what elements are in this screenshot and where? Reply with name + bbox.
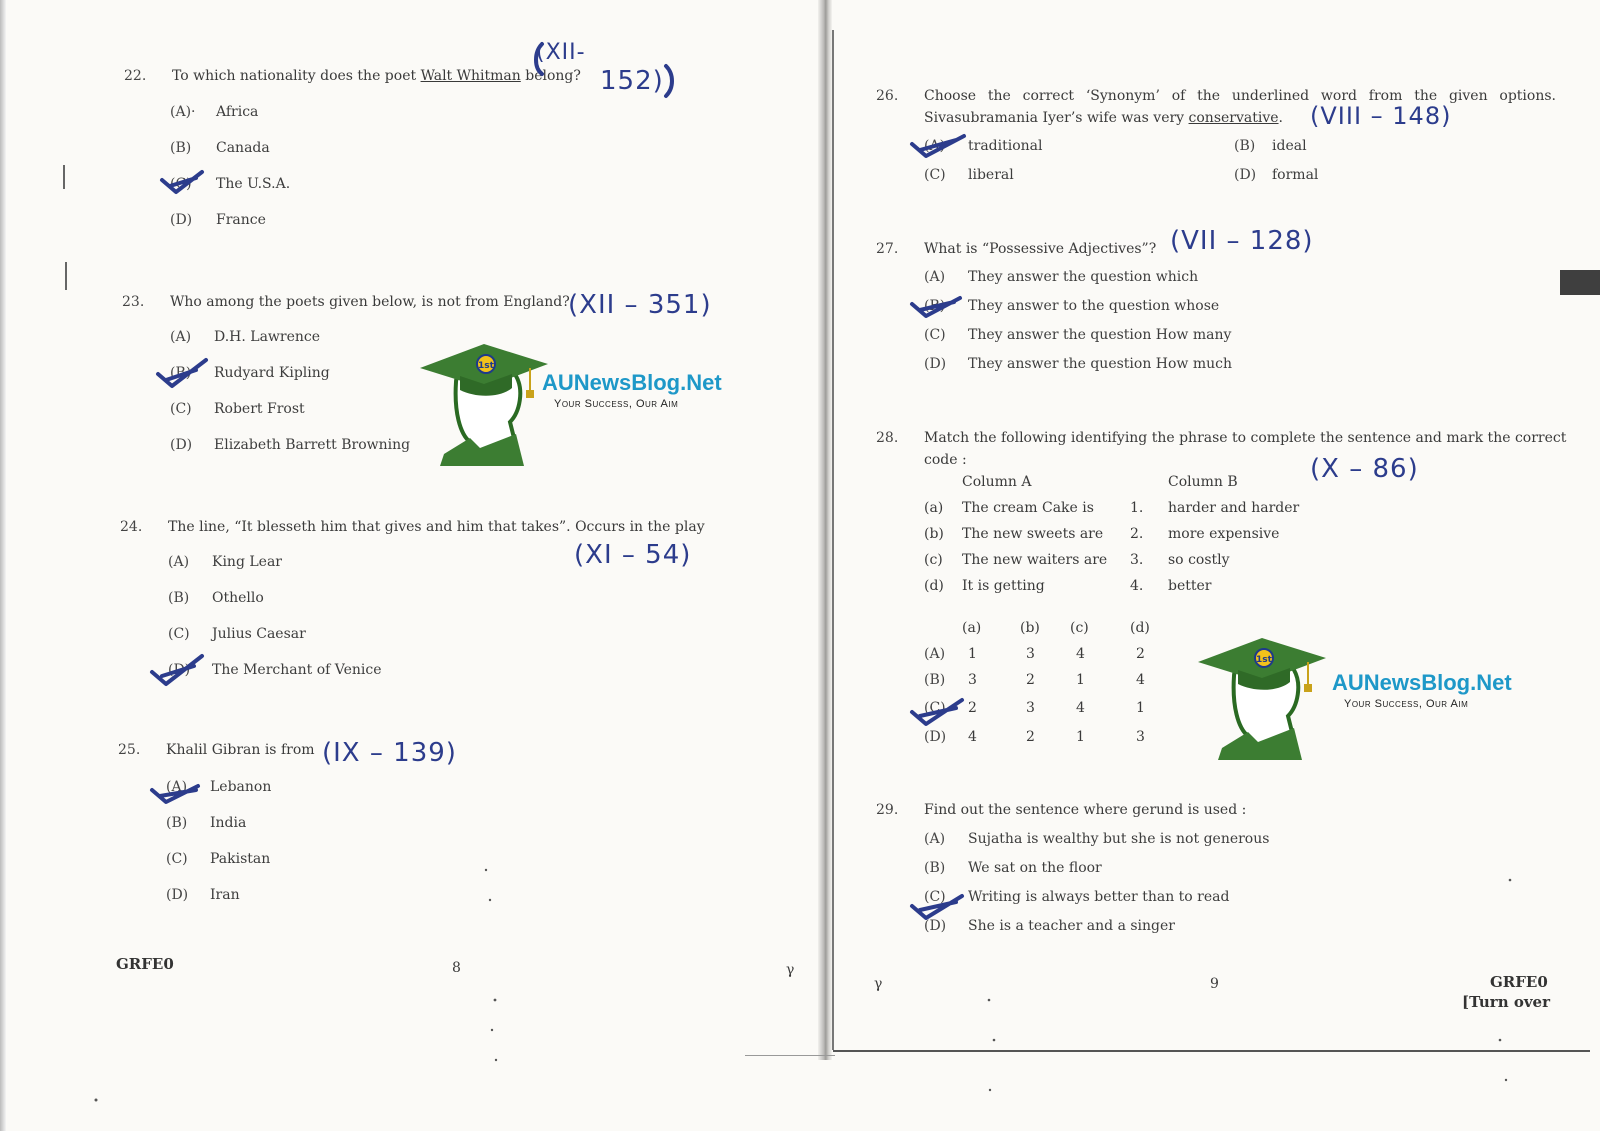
option-letter: (A) [924, 138, 946, 154]
question-text-line2: code : [924, 452, 967, 468]
question-text: Match the following identifying the phrase to complete the sentence and mark the correct [924, 430, 1567, 446]
question-number: 23. [122, 294, 145, 310]
question-number: 29. [876, 802, 899, 818]
match-phrase: harder and harder [1168, 500, 1300, 516]
question-number: 27. [876, 241, 899, 257]
option-letter: (C) [924, 889, 946, 905]
question-text: What is “Possessive Adjectives”? [924, 241, 1157, 257]
watermark-title: AUNewsBlog.Net [1332, 670, 1512, 695]
option-letter: (D) [168, 662, 191, 678]
match-phrase: The new waiters are [962, 552, 1108, 568]
option-text: Writing is always better than to read [968, 889, 1230, 905]
question-text: Khalil Gibran is from [166, 742, 315, 758]
option-text: Julius Caesar [212, 626, 306, 642]
code-value: 1 [1136, 700, 1145, 716]
scan-mark [65, 262, 67, 290]
question-number: 25. [118, 742, 141, 758]
watermark-logo [420, 342, 760, 470]
page-bottom-edge-left [745, 1055, 835, 1056]
option-letter: (C) [170, 176, 192, 192]
option-letter: (B) [168, 590, 190, 606]
option-letter: (C) [168, 626, 190, 642]
option-text: France [216, 212, 266, 228]
scan-mark [63, 165, 65, 189]
handwritten-reference: (VIII – 148) [1310, 102, 1452, 130]
question-number: 28. [876, 430, 899, 446]
option-letter: (B) [170, 140, 192, 156]
handwritten-reference: (VII – 128) [1170, 226, 1314, 256]
watermark-tagline: Your Success, Our Aim [554, 398, 679, 410]
option-letter: (C) [924, 327, 946, 343]
option-letter: (A) [924, 646, 946, 662]
code-value: 3 [1026, 646, 1035, 662]
code-value: 1 [1076, 672, 1085, 688]
page-bottom-edge [833, 1050, 1590, 1052]
question-number: 24. [120, 519, 143, 535]
handwritten-reference: (XI – 54) [574, 540, 692, 570]
gutter-mark: γ [786, 962, 795, 978]
graduate-cap-logo-icon [420, 342, 555, 470]
question-number: 26. [876, 88, 899, 104]
turn-over-label: [Turn over [1462, 993, 1550, 1011]
code-value: 4 [1076, 700, 1085, 716]
question-number: 22. [124, 68, 147, 84]
option-letter: (C) [924, 700, 946, 716]
option-text: Sujatha is wealthy but she is not generous [968, 831, 1270, 847]
option-letter: (C) [924, 167, 946, 183]
option-letter: (B) [1234, 138, 1256, 154]
code-header: (b) [1020, 620, 1040, 636]
option-letter: (D) [166, 887, 189, 903]
option-letter: (D) [924, 918, 947, 934]
column-a-header: Column A [962, 474, 1032, 490]
option-text: D.H. Lawrence [214, 329, 321, 345]
match-key: 3. [1130, 552, 1144, 568]
paper-code: GRFE0 [1490, 973, 1548, 991]
option-letter: (A) [168, 554, 190, 570]
question-text: Choose the correct ‘Synonym’ of the underlined word from the given options. [924, 88, 1556, 104]
scan-mark-text: γ [874, 976, 883, 992]
option-text: Elizabeth Barrett Browning [214, 437, 411, 453]
option-letter: (B) [924, 860, 946, 876]
code-header: (a) [962, 620, 982, 636]
question-text: The line, “It blesseth him that gives and him that takes”. Occurs in the play [168, 519, 705, 535]
option-text: Rudyard Kipling [214, 365, 330, 381]
page-left-edge-shadow [0, 0, 6, 1131]
book-gutter [818, 0, 832, 1060]
option-letter: (D) [924, 356, 947, 372]
column-b-header: Column B [1168, 474, 1238, 490]
code-value: 4 [1136, 672, 1145, 688]
option-letter: (C) [166, 851, 188, 867]
code-header: (d) [1130, 620, 1150, 636]
option-text: She is a teacher and a singer [968, 918, 1175, 934]
match-key: (b) [924, 526, 944, 542]
match-key: (c) [924, 552, 943, 568]
badge-text: 1st [1256, 655, 1272, 665]
paper-code: GRFE0 [116, 955, 174, 973]
handwritten-reference: (X – 86) [1310, 454, 1419, 484]
option-text: The U.S.A. [216, 176, 291, 192]
code-value: 4 [968, 729, 977, 745]
option-letter: (D) [1234, 167, 1257, 183]
option-letter: (B) [924, 672, 946, 688]
option-text: King Lear [212, 554, 282, 570]
graduate-cap-logo-icon [1198, 636, 1333, 764]
option-letter: (D) [924, 729, 947, 745]
page-edge-tab [1560, 270, 1600, 295]
watermark-title: AUNewsBlog.Net [542, 370, 722, 395]
badge-text: 1st [478, 361, 494, 371]
match-phrase: The cream Cake is [962, 500, 1094, 516]
code-value: 3 [1136, 729, 1145, 745]
handwritten-reference: (XII- [536, 40, 586, 65]
option-text: They answer the question How much [968, 356, 1233, 372]
code-value: 1 [968, 646, 977, 662]
handwritten-reference: 152) [600, 66, 664, 96]
option-text: Robert Frost [214, 401, 305, 417]
match-phrase: more expensive [1168, 526, 1280, 542]
option-letter: (A)· [170, 104, 196, 120]
question-text: Find out the sentence where gerund is used : [924, 802, 1247, 818]
option-text: Africa [216, 104, 259, 120]
option-letter: (A) [170, 329, 192, 345]
option-letter: (A) [924, 269, 946, 285]
watermark-logo [1198, 636, 1538, 764]
match-key: (a) [924, 500, 944, 516]
page-number: 8 [452, 960, 461, 976]
option-letter: (D) [170, 212, 193, 228]
option-text: We sat on the floor [968, 860, 1102, 876]
match-phrase: so costly [1168, 552, 1230, 568]
question-text-line2: Sivasubramania Iyer’s wife was very conservative. [924, 110, 1283, 126]
question-text: Who among the poets given below, is not from England? [170, 294, 570, 310]
option-text: Othello [212, 590, 264, 606]
option-letter: (A) [166, 779, 188, 795]
option-text: traditional [968, 138, 1043, 154]
page-number: 9 [1210, 976, 1219, 992]
code-value: 2 [1136, 646, 1145, 662]
option-text: Pakistan [210, 851, 271, 867]
question-text: To which nationality does the poet Walt Whitman belong? [172, 68, 581, 84]
match-key: 1. [1130, 500, 1144, 516]
code-value: 1 [1076, 729, 1085, 745]
match-key: 4. [1130, 578, 1144, 594]
watermark-tagline: Your Success, Our Aim [1344, 698, 1469, 710]
match-phrase: better [1168, 578, 1212, 594]
code-value: 2 [1026, 729, 1035, 745]
option-letter: (C) [170, 401, 192, 417]
code-header: (c) [1070, 620, 1089, 636]
match-phrase: The new sweets are [962, 526, 1104, 542]
option-text: Canada [216, 140, 270, 156]
option-text: formal [1272, 167, 1319, 183]
option-text: Lebanon [210, 779, 272, 795]
option-text: They answer to the question whose [968, 298, 1220, 314]
option-text: They answer the question How many [968, 327, 1232, 343]
option-letter: (B) [170, 365, 192, 381]
option-text: They answer the question which [968, 269, 1199, 285]
option-text: ideal [1272, 138, 1307, 154]
option-letter: (B) [924, 298, 946, 314]
option-letter: (B) [166, 815, 188, 831]
option-text: India [210, 815, 247, 831]
match-key: 2. [1130, 526, 1144, 542]
code-value: 2 [1026, 672, 1035, 688]
code-value: 3 [1026, 700, 1035, 716]
code-value: 3 [968, 672, 977, 688]
option-text: The Merchant of Venice [212, 662, 382, 678]
handwritten-reference: (XII – 351) [568, 290, 712, 320]
option-letter: (A) [924, 831, 946, 847]
handwritten-reference: (IX – 139) [322, 738, 457, 768]
code-value: 4 [1076, 646, 1085, 662]
option-text: Iran [210, 887, 240, 903]
code-value: 2 [968, 700, 977, 716]
match-phrase: It is getting [962, 578, 1045, 594]
match-key: (d) [924, 578, 944, 594]
gutter-line [832, 30, 834, 1050]
option-text: liberal [968, 167, 1014, 183]
option-letter: (D) [170, 437, 193, 453]
